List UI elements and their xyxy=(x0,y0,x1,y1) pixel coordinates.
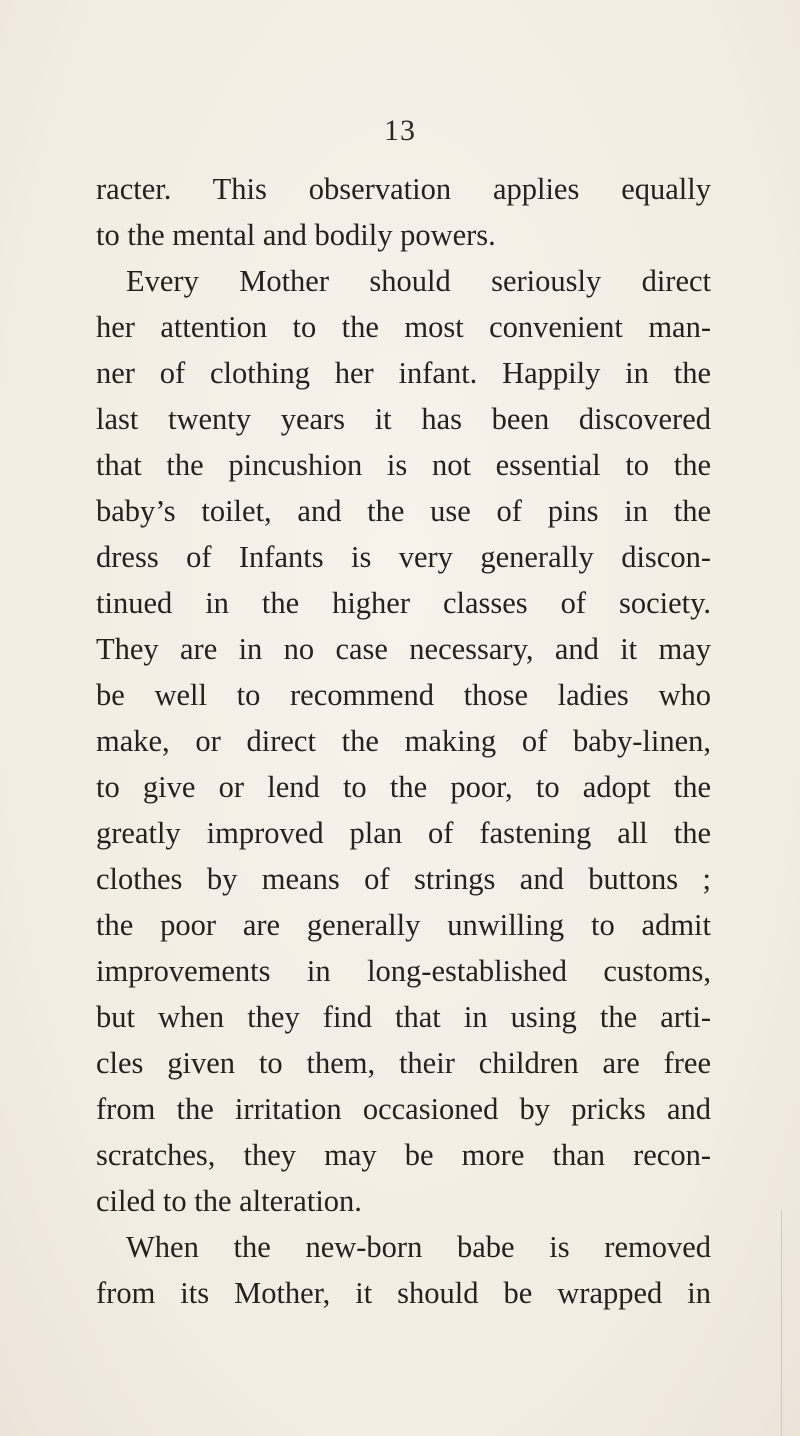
text-line: They are in no case necessary, and it may xyxy=(96,632,711,666)
text-line: the poor are generally unwilling to admit xyxy=(96,908,711,942)
text-line: from its Mother, it should be wrapped in xyxy=(96,1276,711,1310)
text-line: ciled to the alteration. xyxy=(96,1184,362,1218)
text-line: baby’s toilet, and the use of pins in the xyxy=(96,494,711,528)
text-line: from the irritation occasioned by pricks and xyxy=(96,1092,711,1126)
text-line: to give or lend to the poor, to adopt the xyxy=(96,770,711,804)
text-line: tinued in the higher classes of society. xyxy=(96,586,711,620)
text-line: cles given to them, their children are free xyxy=(96,1046,711,1080)
text-line: Every Mother should seriously direct xyxy=(126,264,711,298)
text-line: racter. This observation applies equally xyxy=(96,172,711,206)
text-line: last twenty years it has been discovered xyxy=(96,402,711,436)
text-line: make, or direct the making of baby-linen, xyxy=(96,724,711,758)
text-line: that the pincushion is not essential to the xyxy=(96,448,711,482)
text-line: clothes by means of strings and buttons ; xyxy=(96,862,711,896)
text-line: dress of Infants is very generally discon- xyxy=(96,540,711,574)
text-line: be well to recommend those ladies who xyxy=(96,678,711,712)
text-line: greatly improved plan of fastening all the xyxy=(96,816,711,850)
text-line: her attention to the most convenient man- xyxy=(96,310,711,344)
text-line: When the new-born babe is removed xyxy=(126,1230,711,1264)
page-number: 13 xyxy=(384,114,416,147)
text-line: but when they find that in using the arti- xyxy=(96,1000,711,1034)
text-line: scratches, they may be more than recon- xyxy=(96,1138,711,1172)
page-edge-mark xyxy=(781,1210,782,1436)
text-line: improvements in long-established customs, xyxy=(96,954,711,988)
text-line: ner of clothing her infant. Happily in the xyxy=(96,356,711,390)
text-line: to the mental and bodily powers. xyxy=(96,218,496,252)
